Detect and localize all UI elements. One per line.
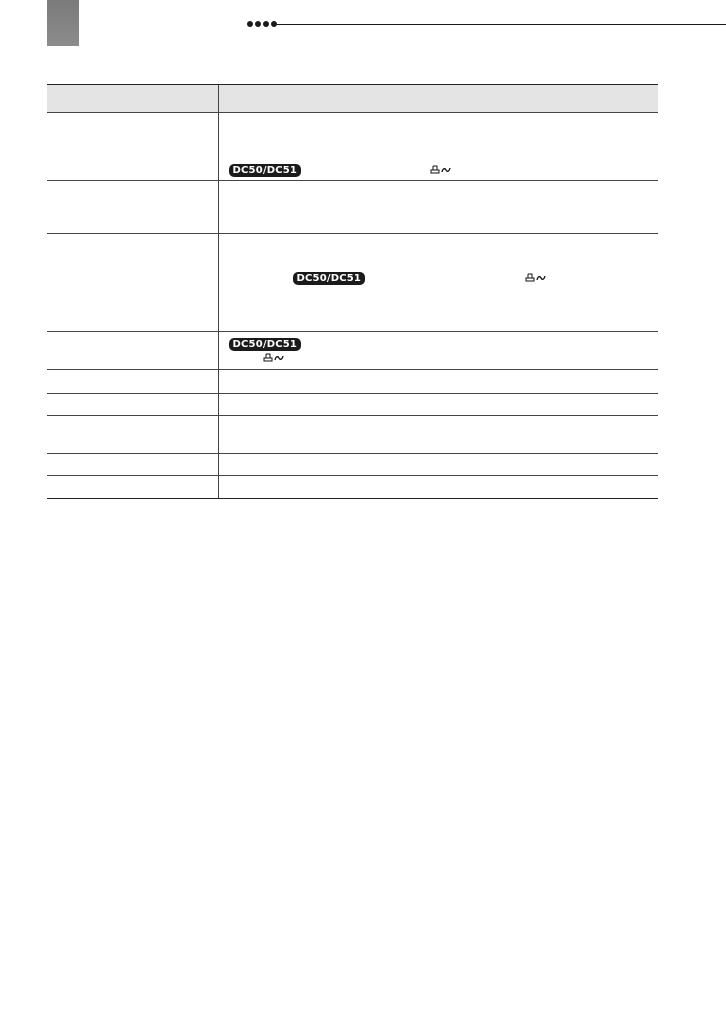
table-row	[47, 454, 658, 476]
row-description	[218, 416, 658, 454]
table-row	[47, 113, 658, 181]
header-cell-1	[47, 85, 218, 113]
model-badge: DC50/DC51	[229, 164, 302, 177]
chapter-tab	[47, 0, 79, 46]
row-description	[218, 113, 658, 181]
table-row	[47, 181, 658, 234]
print-share-icon	[430, 165, 451, 175]
table-row	[47, 416, 658, 454]
row-label	[47, 416, 218, 454]
table-row	[47, 234, 658, 332]
model-badge: DC50/DC51	[293, 272, 366, 285]
row-description	[218, 454, 658, 476]
row-description	[218, 181, 658, 234]
row-label	[47, 454, 218, 476]
row-description	[218, 234, 658, 332]
row-description	[218, 476, 658, 499]
row-description	[218, 370, 658, 394]
row-label	[47, 181, 218, 234]
table-row	[47, 332, 658, 370]
row-label	[47, 394, 218, 416]
row-label	[47, 476, 218, 499]
header-rule	[274, 24, 726, 25]
print-share-icon	[525, 273, 546, 283]
table-row	[47, 476, 658, 499]
row-description	[218, 332, 658, 370]
model-badge: DC50/DC51	[229, 338, 302, 351]
row-description	[218, 394, 658, 416]
row-label	[47, 370, 218, 394]
dots-icon	[247, 21, 277, 27]
table-row	[47, 394, 658, 416]
print-share-icon	[263, 353, 284, 363]
row-label	[47, 234, 218, 332]
table-header-row	[47, 85, 658, 113]
header-cell-2	[218, 85, 658, 113]
table-row	[47, 370, 658, 394]
spec-table	[47, 84, 658, 499]
row-label	[47, 113, 218, 181]
row-label	[47, 332, 218, 370]
